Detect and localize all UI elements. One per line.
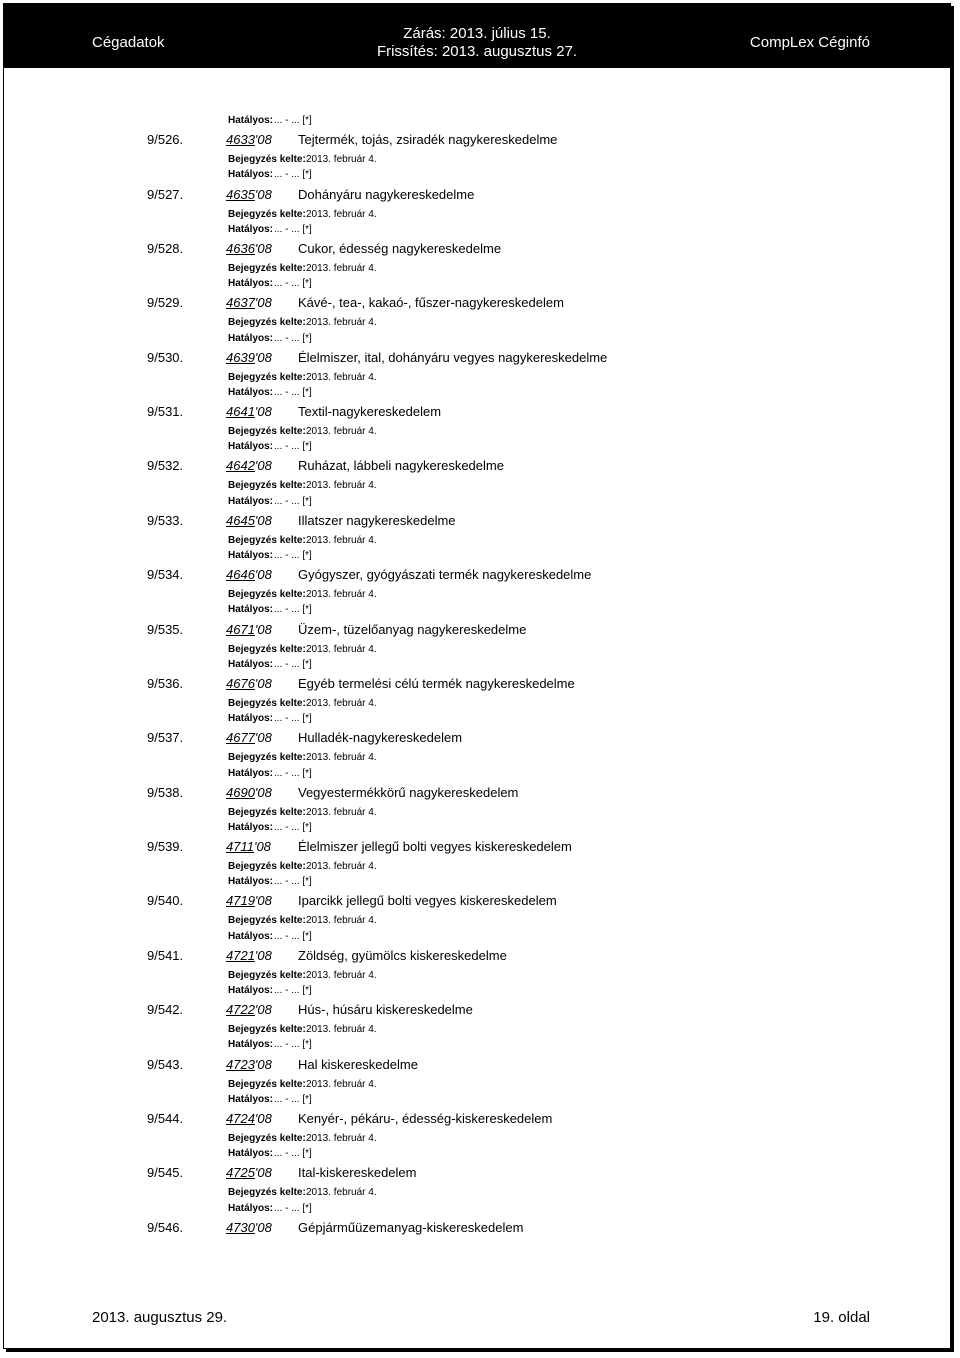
list-item — [0, 454, 960, 478]
list-item — [0, 1216, 960, 1240]
entry-code-suffix: '08 — [254, 349, 272, 365]
entry-number: 9/539. — [147, 839, 184, 855]
bejegyzes-row — [0, 261, 960, 276]
entry-number: 9/535. — [147, 621, 184, 637]
hatalyos-row — [0, 548, 960, 563]
bejegyzes-date: 2013. február 4. — [306, 1078, 377, 1090]
hatalyos-row — [0, 766, 960, 781]
entry-description: Gyógyszer, gyógyászati termék nagykereskedelme — [298, 567, 592, 583]
hatalyos-value: ... - ... [*] — [274, 1148, 312, 1160]
bejegyzes-date: 2013. február 4. — [306, 861, 377, 873]
entry-number: 9/527. — [147, 186, 184, 202]
entry-description: Dohányáru nagykereskedelme — [298, 186, 475, 202]
entry-number: 9/538. — [147, 784, 184, 800]
entry-description: Gépjárműüzemanyag-kiskereskedelem — [298, 1219, 524, 1235]
entry-number: 9/533. — [147, 512, 184, 528]
entry-description: Egyéb termelési célú termék nagykereskedelme — [298, 675, 575, 691]
entry-description: Hulladék-nagykereskedelem — [298, 730, 463, 746]
entry-code — [226, 998, 272, 1022]
entry-description: Cukor, édesség nagykereskedelme — [298, 240, 502, 256]
entry-code-suffix: '08 — [254, 1110, 272, 1126]
bejegyzes-row — [0, 750, 960, 765]
bejegyzes-date: 2013. február 4. — [306, 697, 377, 709]
entry-description: Hús-, húsáru kiskereskedelme — [298, 1002, 473, 1018]
bejegyzes-row — [0, 424, 960, 439]
list-item — [0, 672, 960, 696]
page-header — [4, 4, 950, 68]
entry-number: 9/542. — [147, 1002, 184, 1018]
hatalyos-label: Hatályos: — [228, 1202, 274, 1214]
entry-code — [226, 183, 272, 207]
footer-page-number: 19. oldal — [813, 1309, 870, 1326]
entry-description: Ital-kiskereskedelem — [298, 1165, 417, 1181]
bejegyzes-label: Bejegyzés kelte: — [228, 806, 306, 818]
bejegyzes-date: 2013. február 4. — [306, 317, 377, 329]
entry-code — [226, 128, 272, 152]
bejegyzes-date: 2013. február 4. — [306, 154, 377, 166]
hatalyos-label: Hatályos: — [228, 985, 274, 996]
bejegyzes-row — [0, 968, 960, 983]
bejegyzes-row — [0, 478, 960, 493]
bejegyzes-label: Bejegyzés kelte: — [228, 1132, 306, 1144]
bejegyzes-date: 2013. február 4. — [306, 371, 377, 383]
entry-code-link[interactable]: 4645 — [226, 512, 255, 528]
entry-code-suffix: '08 — [254, 947, 272, 963]
bejegyzes-row — [0, 1077, 960, 1092]
entry-description: Hal kiskereskedelme — [298, 1056, 418, 1072]
hatalyos-row — [0, 222, 960, 237]
hatalyos-row — [0, 602, 960, 617]
bejegyzes-row — [0, 533, 960, 548]
hatalyos-value: ... - ... [*] — [274, 1202, 312, 1214]
entry-code-suffix: '08 — [254, 404, 272, 420]
bejegyzes-label: Bejegyzés kelte: — [228, 317, 306, 329]
entry-code-suffix: '08 — [254, 730, 272, 746]
entry-code-suffix: '08 — [254, 512, 272, 528]
entry-code — [226, 1107, 272, 1131]
entry-number: 9/546. — [147, 1219, 184, 1235]
entry-number: 9/543. — [147, 1056, 184, 1072]
entry-code-link[interactable]: 4730 — [226, 1219, 255, 1235]
entry-code-suffix: '08 — [254, 186, 272, 202]
hatalyos-label: Hatályos: — [228, 767, 274, 779]
bejegyzes-date: 2013. február 4. — [306, 480, 377, 492]
entry-code-link[interactable]: 4676 — [226, 675, 255, 691]
bejegyzes-date: 2013. február 4. — [306, 806, 377, 818]
hatalyos-value: ... - ... [*] — [274, 495, 312, 507]
hatalyos-value: ... - ... [*] — [274, 550, 312, 561]
entry-description: Textil-nagykereskedelem — [298, 404, 442, 420]
bejegyzes-label: Bejegyzés kelte: — [228, 1024, 306, 1036]
entry-description: Kenyér-, pékáru-, édesség-kiskereskedelem — [298, 1110, 553, 1126]
entry-number: 9/526. — [147, 132, 184, 148]
entry-code-link[interactable]: 4633 — [226, 132, 255, 148]
entry-description: Iparcikk jellegű bolti vegyes kiskereskedelem — [298, 893, 557, 909]
hatalyos-row — [0, 494, 960, 509]
entry-number: 9/532. — [147, 458, 184, 474]
entry-number: 9/540. — [147, 893, 184, 909]
hatalyos-row — [0, 1092, 960, 1107]
bejegyzes-label: Bejegyzés kelte: — [228, 969, 306, 981]
entry-code-link[interactable]: 4719 — [226, 893, 255, 909]
hatalyos-value: ... - ... [*] — [274, 821, 312, 833]
hatalyos-row — [0, 820, 960, 835]
bejegyzes-date: 2013. február 4. — [306, 1132, 377, 1144]
entry-code-link[interactable]: 4671 — [226, 621, 255, 637]
hatalyos-row — [0, 929, 960, 944]
entry-code-suffix: '08 — [254, 295, 272, 311]
hatalyos-label: Hatályos: — [228, 713, 274, 725]
hatalyos-value: ... - ... [*] — [274, 441, 312, 453]
entry-code — [226, 1161, 272, 1185]
bejegyzes-date: 2013. február 4. — [306, 262, 377, 274]
entry-code — [226, 835, 271, 859]
entry-code — [226, 509, 272, 533]
entry-number: 9/529. — [147, 295, 184, 311]
hatalyos-row — [0, 113, 960, 128]
entry-code — [226, 781, 272, 805]
hatalyos-row — [0, 711, 960, 726]
bejegyzes-label: Bejegyzés kelte: — [228, 861, 306, 873]
entry-description: Kávé-, tea-, kakaó-, fűszer-nagykereskedelem — [298, 295, 564, 311]
bejegyzes-date: 2013. február 4. — [306, 1024, 377, 1036]
hatalyos-value: ... - ... [*] — [274, 386, 312, 398]
entry-number: 9/544. — [147, 1110, 184, 1126]
hatalyos-row — [0, 983, 960, 998]
bejegyzes-label: Bejegyzés kelte: — [228, 480, 306, 492]
entry-description: Illatszer nagykereskedelme — [298, 512, 456, 528]
entry-code-suffix: '08 — [254, 1219, 272, 1235]
hatalyos-label: Hatályos: — [228, 332, 274, 344]
hatalyos-value: ... - ... [*] — [274, 658, 312, 670]
entry-code — [226, 618, 272, 642]
hatalyos-label: Hatályos: — [228, 1039, 274, 1051]
entry-number: 9/530. — [147, 349, 184, 365]
entry-code — [226, 291, 272, 315]
entry-code-suffix: '08 — [254, 675, 272, 691]
entry-code — [226, 454, 272, 478]
bejegyzes-date: 2013. február 4. — [306, 643, 377, 655]
list-item — [0, 889, 960, 913]
entry-number: 9/528. — [147, 240, 184, 256]
hatalyos-value: ... - ... [*] — [274, 767, 312, 779]
hatalyos-value: ... - ... [*] — [274, 332, 312, 344]
hatalyos-row — [0, 331, 960, 346]
list-item — [0, 1053, 960, 1077]
entry-code-link[interactable]: 4639 — [226, 349, 255, 365]
bejegyzes-row — [0, 805, 960, 820]
entry-code-link[interactable]: 4723 — [226, 1056, 255, 1072]
bejegyzes-label: Bejegyzés kelte: — [228, 589, 306, 601]
bejegyzes-label: Bejegyzés kelte: — [228, 262, 306, 274]
entry-description: Zöldség, gyümölcs kiskereskedelme — [298, 947, 507, 963]
hatalyos-value: ... - ... [*] — [274, 930, 312, 942]
entry-code-suffix: '08 — [254, 567, 272, 583]
list-item — [0, 563, 960, 587]
bejegyzes-row — [0, 913, 960, 928]
list-item — [0, 509, 960, 533]
hatalyos-label: Hatályos: — [228, 550, 274, 561]
hatalyos-row — [0, 874, 960, 889]
header-right-title: CompLex Céginfó — [749, 34, 870, 51]
entry-code-suffix: '08 — [254, 893, 272, 909]
list-item — [0, 944, 960, 968]
entry-code-suffix: '08 — [254, 784, 272, 800]
entry-description: Ruházat, lábbeli nagykereskedelme — [298, 458, 504, 474]
bejegyzes-label: Bejegyzés kelte: — [228, 534, 306, 546]
entry-description: Élelmiszer, ital, dohányáru vegyes nagykereskedelme — [298, 349, 608, 365]
list-item — [0, 781, 960, 805]
bejegyzes-row — [0, 370, 960, 385]
list-item — [0, 835, 960, 859]
list-item — [0, 400, 960, 424]
bejegyzes-label: Bejegyzés kelte: — [228, 426, 306, 438]
hatalyos-label: Hatályos: — [228, 495, 274, 507]
entry-code-link[interactable]: 4635 — [226, 186, 255, 202]
entry-code-link[interactable]: 4721 — [226, 947, 255, 963]
header-left-title: Cégadatok — [92, 34, 165, 51]
entry-code — [226, 346, 272, 370]
list-item — [0, 237, 960, 261]
bejegyzes-row — [0, 315, 960, 330]
bejegyzes-label: Bejegyzés kelte: — [228, 1187, 306, 1199]
hatalyos-label: Hatályos: — [228, 441, 274, 453]
bejegyzes-date: 2013. február 4. — [306, 969, 377, 981]
hatalyos-label: Hatályos: — [228, 821, 274, 833]
hatalyos-label: Hatályos: — [228, 169, 274, 181]
hatalyos-value: ... - ... [*] — [274, 985, 312, 996]
bejegyzes-row — [0, 587, 960, 602]
hatalyos-value: ... - ... [*] — [274, 604, 312, 616]
hatalyos-value: ... - ... [*] — [274, 713, 312, 725]
entry-description: Üzem-, tüzelőanyag nagykereskedelme — [298, 621, 527, 637]
entry-code-link[interactable]: 4690 — [226, 784, 255, 800]
entry-code-suffix: '08 — [254, 1002, 272, 1018]
entry-code — [226, 944, 272, 968]
list-item — [0, 183, 960, 207]
entry-code-suffix: '08 — [254, 240, 272, 256]
entry-description: Vegyestermékkörű nagykereskedelem — [298, 784, 519, 800]
entry-code-suffix: '08 — [253, 839, 271, 855]
list-item — [0, 1161, 960, 1185]
entry-code-suffix: '08 — [254, 132, 272, 148]
entry-code-suffix: '08 — [254, 458, 272, 474]
entry-code-link[interactable]: 4637 — [226, 295, 255, 311]
bejegyzes-label: Bejegyzés kelte: — [228, 1078, 306, 1090]
hatalyos-value: ... - ... [*] — [274, 278, 312, 290]
hatalyos-label: Hatályos: — [228, 115, 274, 126]
entry-code — [226, 889, 272, 913]
hatalyos-label: Hatályos: — [228, 386, 274, 398]
entry-code-link[interactable]: 4711 — [226, 839, 254, 855]
entry-number: 9/536. — [147, 675, 184, 691]
bejegyzes-row — [0, 1185, 960, 1200]
entry-code — [226, 563, 272, 587]
bejegyzes-label: Bejegyzés kelte: — [228, 697, 306, 709]
bejegyzes-date: 2013. február 4. — [306, 915, 377, 927]
bejegyzes-label: Bejegyzés kelte: — [228, 208, 306, 220]
hatalyos-row — [0, 1037, 960, 1052]
bejegyzes-row — [0, 152, 960, 167]
hatalyos-label: Hatályos: — [228, 604, 274, 616]
entry-code-suffix: '08 — [254, 1056, 272, 1072]
list-item — [0, 291, 960, 315]
hatalyos-row — [0, 1146, 960, 1161]
bejegyzes-date: 2013. február 4. — [306, 752, 377, 764]
bejegyzes-date: 2013. február 4. — [306, 208, 377, 220]
hatalyos-value: ... - ... [*] — [274, 115, 312, 126]
entry-number: 9/537. — [147, 730, 184, 746]
bejegyzes-date: 2013. február 4. — [306, 589, 377, 601]
entry-code — [226, 1216, 272, 1240]
entry-code-link[interactable]: 4636 — [226, 240, 255, 256]
bejegyzes-row — [0, 859, 960, 874]
hatalyos-label: Hatályos: — [228, 223, 274, 235]
entry-code-link[interactable]: 4646 — [226, 567, 255, 583]
hatalyos-label: Hatályos: — [228, 278, 274, 290]
hatalyos-value: ... - ... [*] — [274, 1093, 312, 1105]
entry-code-link[interactable]: 4677 — [226, 730, 255, 746]
bejegyzes-date: 2013. február 4. — [306, 1187, 377, 1199]
bejegyzes-row — [0, 1022, 960, 1037]
entry-number: 9/534. — [147, 567, 184, 583]
hatalyos-value: ... - ... [*] — [274, 169, 312, 181]
bejegyzes-label: Bejegyzés kelte: — [228, 752, 306, 764]
footer-date: 2013. augusztus 29. — [92, 1309, 228, 1326]
bejegyzes-row — [0, 207, 960, 222]
bejegyzes-date: 2013. február 4. — [306, 534, 377, 546]
hatalyos-value: ... - ... [*] — [274, 876, 312, 888]
bejegyzes-row — [0, 1131, 960, 1146]
entry-number: 9/545. — [147, 1165, 184, 1181]
hatalyos-label: Hatályos: — [228, 930, 274, 942]
hatalyos-label: Hatályos: — [228, 658, 274, 670]
entry-code — [226, 1053, 272, 1077]
entry-description: Tejtermék, tojás, zsiradék nagykereskedelme — [298, 132, 558, 148]
entry-number: 9/531. — [147, 404, 184, 420]
entry-code-suffix: '08 — [254, 621, 272, 637]
list-item — [0, 128, 960, 152]
bejegyzes-row — [0, 696, 960, 711]
entry-code-link[interactable]: 4722 — [226, 1002, 255, 1018]
header-refresh-date: Frissítés: 2013. augusztus 27. — [376, 43, 578, 60]
entry-code-link[interactable]: 4725 — [226, 1165, 255, 1181]
entry-code — [226, 672, 272, 696]
list-item — [0, 998, 960, 1022]
entry-code — [226, 400, 272, 424]
hatalyos-label: Hatályos: — [228, 1148, 274, 1160]
entry-description: Élelmiszer jellegű bolti vegyes kiskereskedelem — [298, 839, 572, 855]
list-item — [0, 726, 960, 750]
bejegyzes-date: 2013. február 4. — [306, 426, 377, 438]
entry-code — [226, 726, 272, 750]
hatalyos-value: ... - ... [*] — [274, 1039, 312, 1051]
bejegyzes-label: Bejegyzés kelte: — [228, 915, 306, 927]
bejegyzes-row — [0, 642, 960, 657]
hatalyos-value: ... - ... [*] — [274, 223, 312, 235]
entry-code-link[interactable]: 4642 — [226, 458, 255, 474]
bejegyzes-label: Bejegyzés kelte: — [228, 154, 306, 166]
entry-number: 9/541. — [147, 947, 184, 963]
list-item — [0, 618, 960, 642]
hatalyos-row — [0, 1201, 960, 1216]
entry-code-link[interactable]: 4724 — [226, 1110, 255, 1126]
bejegyzes-label: Bejegyzés kelte: — [228, 371, 306, 383]
hatalyos-row — [0, 657, 960, 672]
hatalyos-row — [0, 439, 960, 454]
hatalyos-row — [0, 167, 960, 182]
entries-list — [0, 113, 960, 1240]
hatalyos-row — [0, 385, 960, 400]
bejegyzes-label: Bejegyzés kelte: — [228, 643, 306, 655]
entry-code — [226, 237, 272, 261]
list-item — [0, 346, 960, 370]
list-item — [0, 1107, 960, 1131]
hatalyos-label: Hatályos: — [228, 876, 274, 888]
hatalyos-row — [0, 276, 960, 291]
entry-code-suffix: '08 — [254, 1165, 272, 1181]
hatalyos-label: Hatályos: — [228, 1093, 274, 1105]
header-closing-date: Zárás: 2013. július 15. — [403, 25, 551, 42]
entry-code-link[interactable]: 4641 — [226, 404, 255, 420]
